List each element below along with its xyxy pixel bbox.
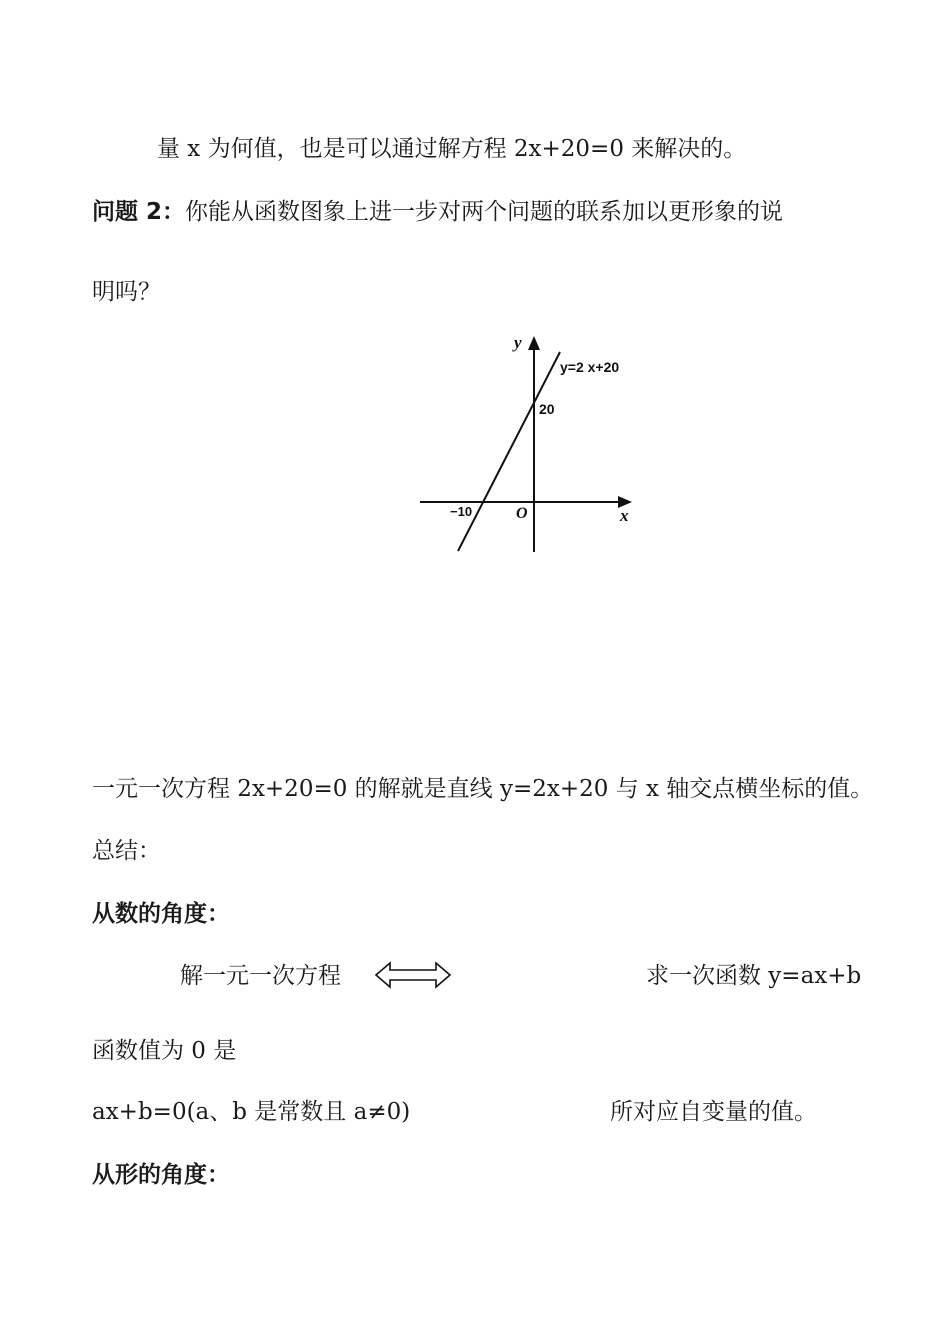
double-arrow-icon	[374, 961, 454, 989]
question-2-text: 你能从函数图象上进一步对两个问题的联系加以更形象的说	[185, 199, 784, 225]
origin-label: O	[516, 505, 528, 522]
question-2-label: 问题 2：	[92, 199, 186, 225]
find-function-text: 求一次函数 y=ax+b	[646, 963, 862, 989]
solve-equation-text: 解一元一次方程	[180, 963, 341, 989]
summary-label: 总结：	[92, 838, 161, 864]
conclusion-text: 一元一次方程 2x+20=0 的解就是直线 y=2x+20 与 x 轴交点横坐标的值。	[92, 776, 874, 802]
y-axis-label: y	[514, 333, 522, 352]
function-graph	[410, 330, 650, 560]
equation-form-text: ax+b=0(a、b 是常数且 a≠0)	[92, 1099, 411, 1125]
function-line	[458, 352, 560, 551]
function-zero-text: 函数值为 0 是	[92, 1038, 237, 1064]
corresponding-value-text: 所对应自变量的值。	[610, 1099, 817, 1125]
numeric-perspective-heading: 从数的角度：	[92, 901, 230, 927]
x-intercept-label: −10	[450, 504, 473, 519]
x-axis-label: x	[620, 506, 629, 525]
shape-perspective-heading: 从形的角度：	[92, 1162, 230, 1188]
y-axis-arrow	[528, 336, 540, 350]
text-line-continuation: 量 x 为何值，也是可以通过解方程 2x+20=0 来解决的。	[157, 136, 747, 162]
question-2	[92, 197, 783, 227]
function-line-label: y=2 x+20	[560, 359, 620, 375]
y-intercept-label: 20	[539, 401, 555, 417]
question-2-continuation: 明吗？	[92, 279, 161, 305]
